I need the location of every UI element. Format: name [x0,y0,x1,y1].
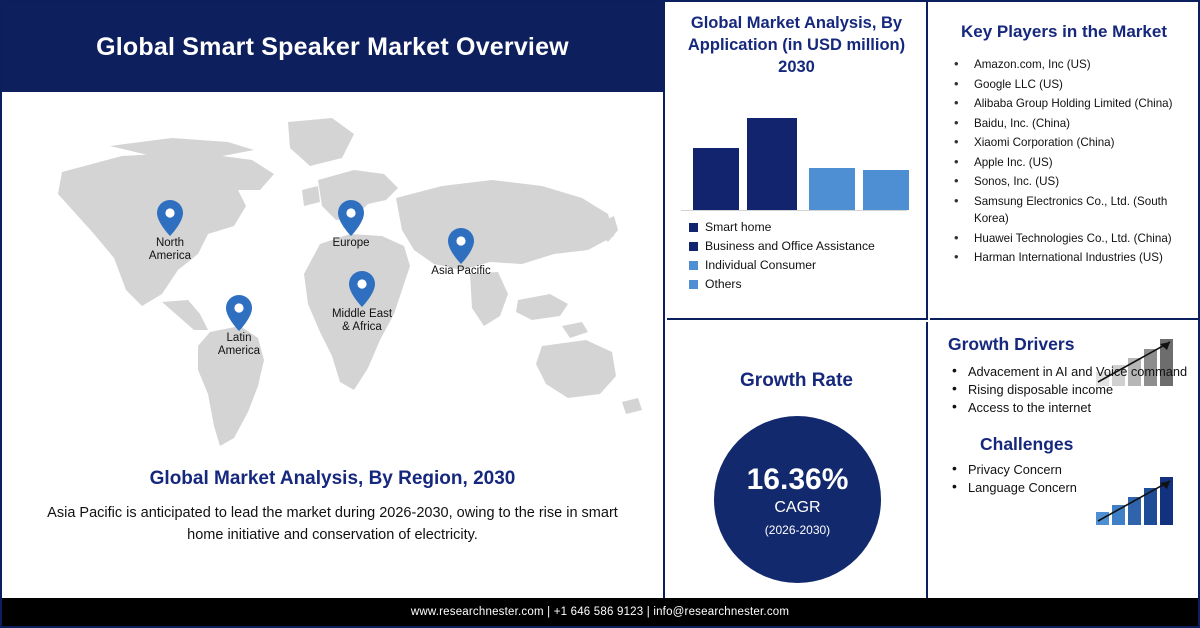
list-item: • Huawei Technologies Co., Ltd. (China) [946,230,1188,248]
list-item: • Alibaba Group Holding Limited (China) [946,95,1188,113]
map-pin-label: North America [148,237,192,262]
key-players-list [946,56,1188,267]
application-chart-panel [667,2,928,320]
location-pin-icon [448,228,474,264]
region-insight-note: Asia Pacific is anticipated to lead the market during 2026-2030, owing to the rise in smart home initiative and conservation of electricity. [47,505,618,543]
growth-rate-panel [667,322,928,598]
legend-swatch-icon [689,280,698,289]
list-item: • Samsung Electronics Co., Ltd. (South Korea) [946,193,1188,228]
bar-smart-home [693,148,739,210]
list-item: • Harman International Industries (US) [946,249,1188,267]
bar-business-office-assistance [747,118,797,210]
map-pin-label: Asia Pacific [431,265,491,277]
bar-others [863,170,909,210]
list-item: • Rising disposable income [952,381,1192,398]
key-players-title: Key Players in the Market [961,22,1167,41]
location-pin-icon [338,200,364,236]
list-item: • Amazon.com, Inc (US) [946,56,1188,74]
bar-individual-consumer [809,168,855,210]
growth-rate-title: Growth Rate [740,370,853,391]
list-item: • Advacement in AI and Voice command [952,363,1192,380]
cagr-value: 16.36% [746,462,849,496]
cagr-period: (2026-2030) [764,522,831,537]
challenges-list [952,461,1192,496]
map-pin-middle-east-africa[interactable] [302,271,422,334]
legend-label: Business and Office Assistance [705,239,875,253]
map-pin-label: Middle East & Africa [331,308,393,333]
legend-item-individual-consumer [689,258,925,272]
application-bar-chart [685,110,911,210]
footer-contact-text: www.researchnester.com | +1 646 586 9123 | info@researchnester.com [410,606,790,618]
cagr-metric: CAGR [774,498,821,516]
legend-label: Smart home [705,220,772,234]
map-pin-label: Europe [332,237,370,249]
growth-drivers-list [952,363,1192,416]
key-players-panel [930,2,1198,320]
legend-swatch-icon [689,223,698,232]
challenges-title: Challenges [980,434,1074,454]
location-pin-icon [157,200,183,236]
legend-swatch-icon [689,261,698,270]
growth-drivers-title: Growth Drivers [948,334,1075,354]
legend-item-business-office-assistance [689,239,925,253]
list-item: • Apple Inc. (US) [946,154,1188,172]
legend-item-others [689,277,925,291]
application-chart-legend [689,220,925,296]
map-pin-north-america[interactable] [110,200,230,263]
map-pin-europe[interactable] [291,200,411,250]
chart-baseline [681,210,907,211]
left-panel [2,2,665,626]
location-pin-icon [349,271,375,307]
footer-bar [2,598,1198,626]
title-bar [2,2,663,92]
list-item: • Access to the internet [952,399,1192,416]
page-title: Global Smart Speaker Market Overview [96,32,569,61]
list-item: • Xiaomi Corporation (China) [946,134,1188,152]
world-map [2,94,663,454]
list-item: • Privacy Concern [952,461,1192,478]
map-pin-latin-america[interactable] [179,295,299,358]
application-chart-title: Global Market Analysis, By Application (in USD million) 2030 [687,14,906,76]
legend-label: Individual Consumer [705,258,817,272]
drivers-challenges-panel [930,322,1198,598]
location-pin-icon [226,295,252,331]
map-pin-label: Latin America [217,332,261,357]
list-item: • Baidu, Inc. (China) [946,115,1188,133]
growth-rate-circle [714,416,881,583]
legend-label: Others [705,277,742,291]
list-item: • Language Concern [952,479,1192,496]
legend-swatch-icon [689,242,698,251]
list-item: • Google LLC (US) [946,76,1188,94]
legend-item-smart-home [689,220,925,234]
region-chart-caption: Global Market Analysis, By Region, 2030 [149,468,516,489]
list-item: • Sonos, Inc. (US) [946,173,1188,191]
